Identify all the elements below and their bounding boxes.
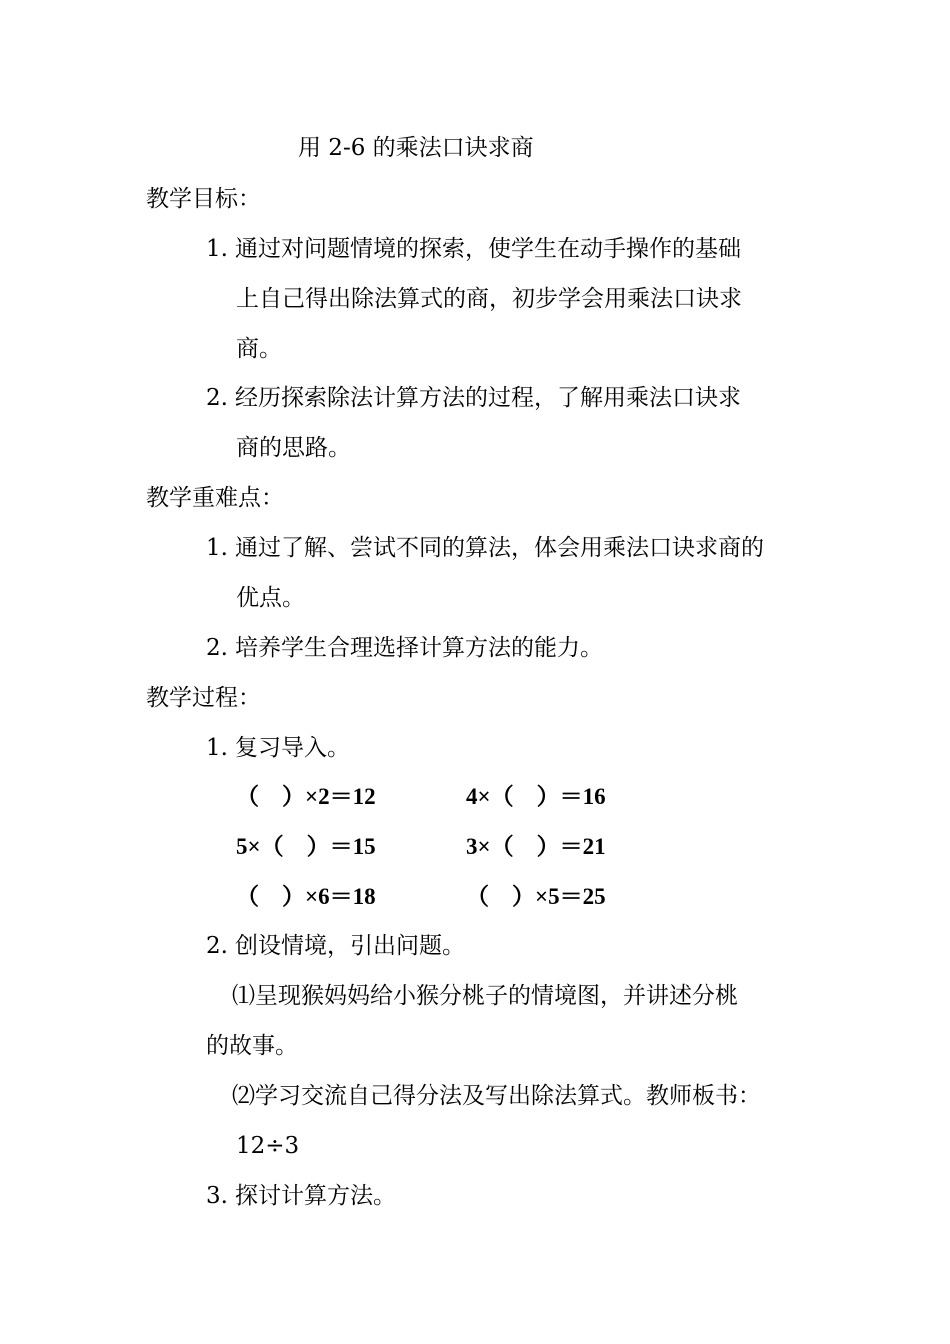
- difficulty-item-2-number: 2.: [206, 635, 228, 661]
- goal-item-1-line-2: 上自己得出除法算式的商，初步学会用乘法口诀求: [236, 286, 742, 312]
- process-sub-2-line-2: 12÷3: [236, 1133, 300, 1159]
- goal-item-2-line-2: 商的思路。: [236, 435, 351, 461]
- equation-3-right: （ ）×5＝25: [466, 884, 606, 909]
- difficulty-item-2-text: 培养学生合理选择计算方法的能力。: [235, 635, 603, 661]
- process-sub-1-line-2: 的故事。: [206, 1033, 298, 1059]
- process-sub-2-line-1: ⑵学习交流自己得分法及写出除法算式。教师板书：: [232, 1083, 761, 1109]
- goal-item-2-text: 经历探索除法计算方法的过程，了解用乘法口诀求: [235, 385, 741, 411]
- goal-item-1-line-1: [206, 234, 741, 264]
- equation-2-left: 5×（ ）＝15: [236, 834, 376, 859]
- difficulty-item-1-text: 通过了解、尝试不同的算法，体会用乘法口诀求商的: [235, 535, 764, 561]
- process-step-1-number: 1.: [206, 735, 228, 761]
- process-sub-1-line-1: ⑴呈现猴妈妈给小猴分桃子的情境图，并讲述分桃: [232, 983, 738, 1009]
- goal-item-1-text: 通过对问题情境的探索，使学生在动手操作的基础: [235, 236, 741, 262]
- difficulty-item-2-line-1: [206, 633, 603, 663]
- goal-item-2-line-1: [206, 383, 741, 413]
- equation-1-left: （ ）×2＝12: [236, 784, 376, 809]
- equation-3-left: （ ）×6＝18: [236, 884, 376, 909]
- section-heading-process: 教学过程：: [146, 685, 261, 711]
- section-heading-goals: 教学目标：: [146, 186, 261, 212]
- goal-item-2-number: 2.: [206, 385, 228, 411]
- process-step-3-number: 3.: [206, 1183, 228, 1209]
- goal-item-1-line-3: 商。: [236, 336, 282, 362]
- goal-item-1-number: 1.: [206, 236, 228, 262]
- equation-2-right: 3×（ ）＝21: [466, 834, 606, 859]
- equation-1-right: 4×（ ）＝16: [466, 784, 606, 809]
- process-step-2-text: 创设情境，引出问题。: [235, 933, 465, 959]
- difficulty-item-1-number: 1.: [206, 535, 228, 561]
- section-heading-difficulties: 教学重难点：: [146, 485, 284, 511]
- process-step-2-number: 2.: [206, 933, 228, 959]
- process-step-2: [206, 931, 465, 961]
- difficulty-item-1-line-1: [206, 533, 764, 563]
- process-step-1-text: 复习导入。: [235, 735, 350, 761]
- document-title: 用 2-6 的乘法口诀求商: [298, 135, 534, 161]
- process-step-3: [206, 1181, 396, 1211]
- process-step-1: [206, 733, 350, 763]
- process-step-3-text: 探讨计算方法。: [235, 1183, 396, 1209]
- difficulty-item-1-line-2: 优点。: [236, 585, 305, 611]
